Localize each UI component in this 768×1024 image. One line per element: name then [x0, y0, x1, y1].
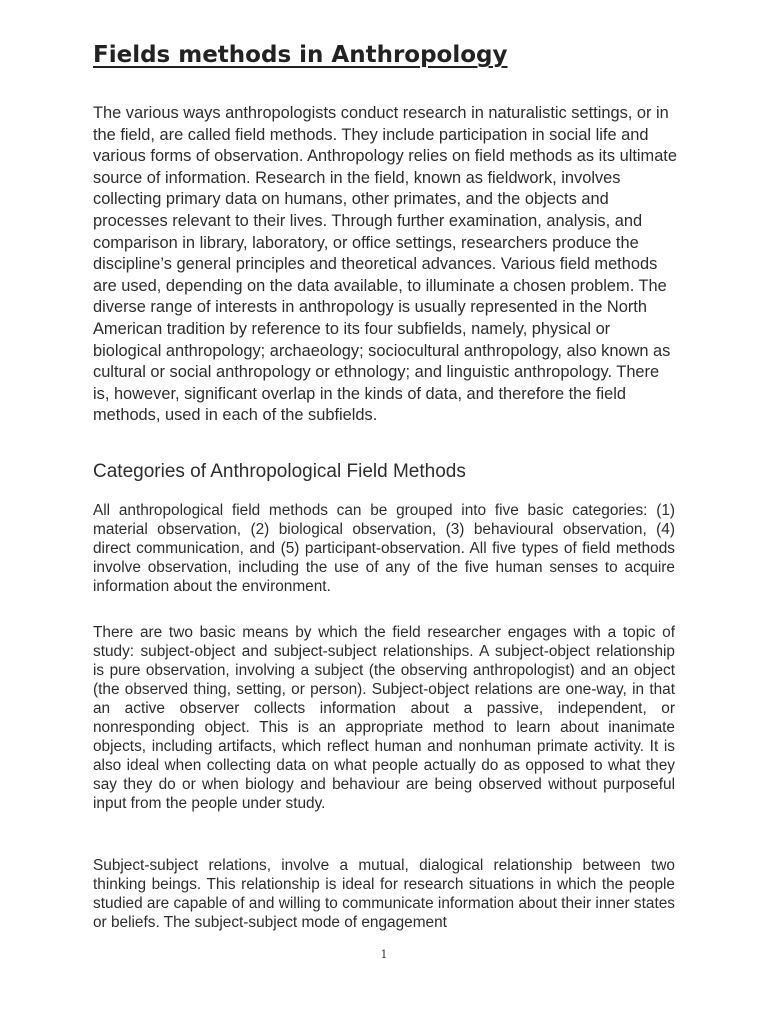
page-title: Fields methods in Anthropology [93, 42, 508, 68]
intro-paragraph: The various ways anthropologists conduct research in naturalistic settings, or in the field, are called field methods. They include participation in social life and various forms of observation. Anthropology relies on field methods as its ultimate source of information. Research in the field, known as fieldwork, involves collecting primary data on humans, other primates, and the objects and processes relevant to their lives. Through further examination, analysis, and comparison in library, laboratory, or office settings, researchers produce the discipline’s general principles and theoretical advances. Various field methods are used, depending on the data available, to illuminate a chosen problem. The diverse range of interests in anthropology is usually represented in the North American tradition by reference to its four subfields, namely, physical or biological anthropology; archaeology; sociocultural anthropology, also known as cultural or social anthropology or ethnology; and linguistic anthropology. There is, however, significant overlap in the kinds of data, and therefore the field methods, used in each of the subfields. [93, 104, 677, 425]
paragraph-categories: All anthropological field methods can be grouped into five basic categories: (1) material observation, (2) biological observation, (3) behavioural observation, (4) direct communication, and (5) participant-observation. All five types of field methods involve observation, including the use of any of the five human senses to acquire information about the environment. [93, 502, 675, 595]
section-heading: Categories of Anthropological Field Methods [93, 461, 466, 482]
paragraph-subject-object: There are two basic means by which the field researcher engages with a topic of study: subject-object and subject-subject relationships. A subject-object relationship is pure observation, involving a subject (the observing anthropologist) and an object (the observed thing, setting, or person). Subject-object relations are one-way, in that an active observer collects information about a passive, independent, or nonresponding object. This is an appropriate method to learn about inanimate objects, including artifacts, which reflect human and nonhuman primate activity. It is also ideal when collecting data on what people actually do as opposed to what they say they do or when biology and behaviour are being observed without purposeful input from the people under study. [93, 624, 675, 812]
page-number: 1 [380, 948, 388, 961]
paragraph-subject-subject: Subject-subject relations, involve a mutual, dialogical relationship between two thinking beings. This relationship is ideal for research situations in which the people studied are capable of and willing to communicate information about their inner states or beliefs. The subject-subject mode of engagement [93, 857, 675, 931]
